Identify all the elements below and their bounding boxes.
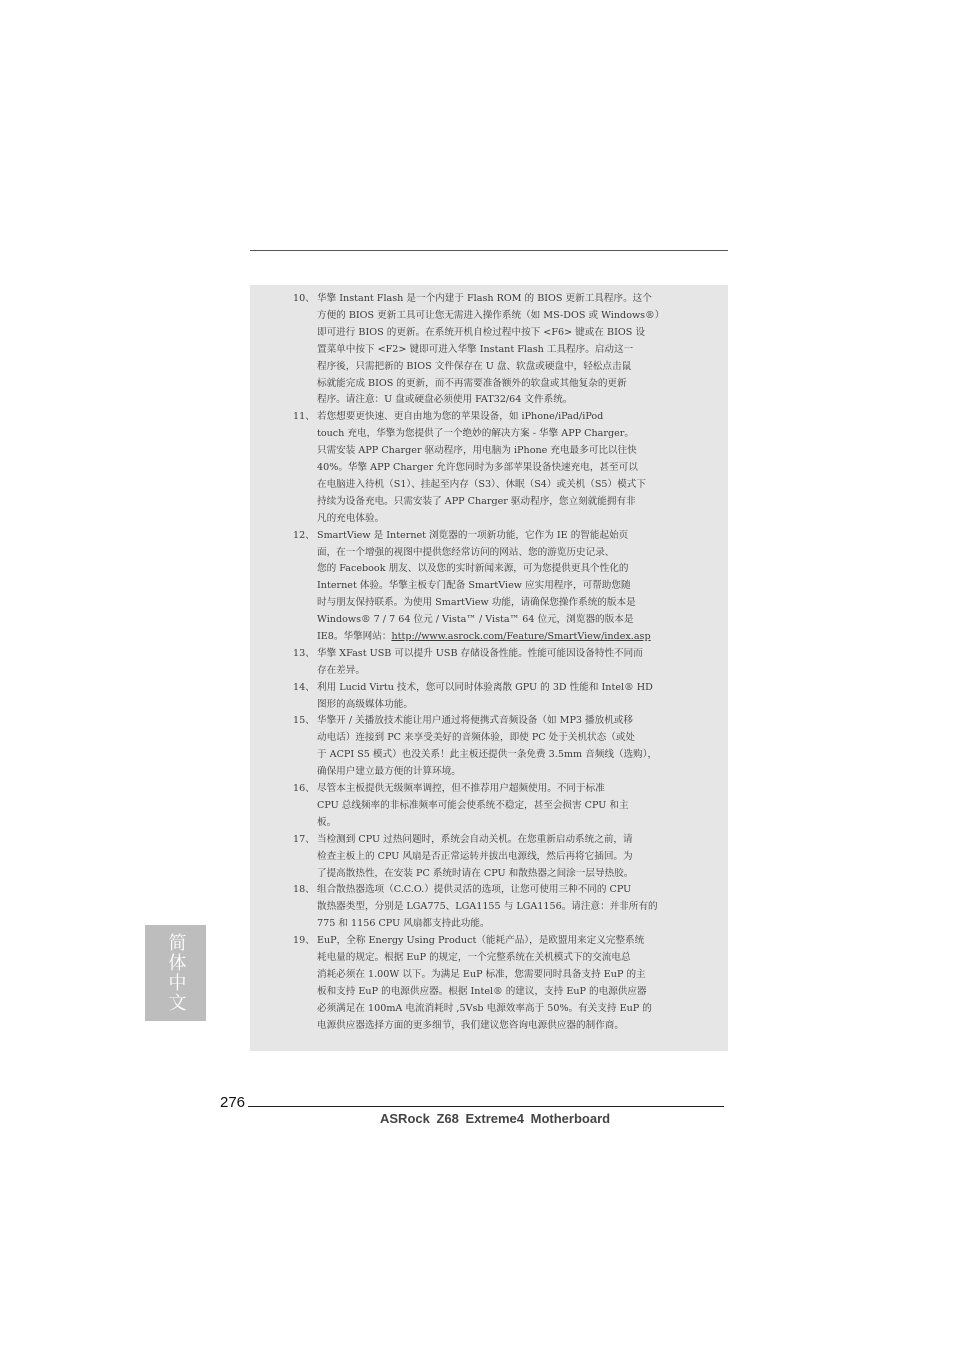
item-text (317, 882, 683, 933)
language-tab (145, 925, 206, 1021)
item-line: 持续为设备充电。只需安装了 APP Charger 驱动程序，您立刻就能拥有非 (317, 495, 636, 507)
list-item (250, 528, 728, 646)
item-text (317, 781, 683, 832)
item-line: 当检测到 CPU 过热问题时，系统会自动关机。在您重新启动系统之前，请 (317, 833, 633, 845)
list-item (250, 291, 728, 409)
item-number: 17、 (293, 833, 315, 845)
smartview-link[interactable]: http://www.asrock.com/Feature/SmartView/index.asp (391, 631, 651, 643)
list-item (250, 646, 728, 680)
item-line: 存在差异。 (317, 664, 365, 676)
item-line: 若您想要更快速、更自由地为您的苹果设备，如 iPhone/iPad/iPod (317, 411, 604, 423)
item-line: 华擎 XFast USB 可以提升 USB 存储设备性能。性能可能因设备特性不同而 (317, 647, 643, 659)
item-number: 12、 (293, 529, 315, 541)
item-number: 18、 (293, 884, 315, 896)
item-number: 10、 (293, 293, 315, 304)
list-item (250, 933, 728, 1034)
item-line: 程序。请注意：U 盘或硬盘必须使用 FAT32/64 文件系统。 (317, 394, 573, 406)
footer-title: ASRock Z68 Extreme4 Motherboard (380, 1111, 611, 1126)
list-item (250, 680, 728, 714)
item-line: 板。 (317, 816, 337, 828)
page-number: 276 (220, 1094, 246, 1111)
item-line: CPU 总线频率的非标准频率可能会使系统不稳定，甚至会损害 CPU 和主 (317, 799, 629, 811)
item-text (317, 713, 683, 781)
item-line: 华擎开 / 关播放技术能让用户通过将便携式音频设备（如 MP3 播放机或移 (317, 715, 634, 727)
item-line: 利用 Lucid Virtu 技术，您可以同时体验离散 GPU 的 3D 性能和 Intel® HD (317, 681, 653, 693)
item-line: 必须满足在 100mA 电流消耗时 ,5Vsb 电源效率高于 50%。有关支持 EuP 的 (317, 1002, 652, 1014)
content-panel (250, 285, 728, 1051)
item-line: 在电脑进入待机（S1）、挂起至内存（S3）、休眠（S4）或关机（S5）模式下 (317, 478, 646, 490)
item-line: touch 充电，华擎为您提供了一个绝妙的解决方案 - 华擎 APP Charger。 (317, 428, 634, 440)
language-tab-label: 简体中文 (165, 933, 187, 1013)
item-text (317, 680, 683, 714)
item-number: 13、 (293, 647, 315, 659)
item-line: 耗电量的规定。根据 EuP 的规定，一个完整系统在关机模式下的交流电总 (317, 952, 631, 964)
item-line: 散热器类型，分别是 LGA775、LGA1155 与 LGA1156。请注意：并非所有的 (317, 901, 658, 913)
item-line: 775 和 1156 CPU 风扇都支持此功能。 (317, 918, 490, 930)
item-line-text: IE8。华擎网站： (317, 631, 392, 643)
item-text (317, 528, 683, 646)
item-number: 16、 (293, 783, 315, 795)
item-line: 面，在一个增强的视图中提供您经常访问的网站、您的游览历史记录、 (317, 546, 615, 558)
list-item (250, 882, 728, 933)
item-line: 程序後，只需把新的 BIOS 文件保存在 U 盘、软盘或硬盘中，轻松点击鼠 (317, 360, 632, 372)
item-line: 时与朋友保持联系。为使用 SmartView 功能，请确保您操作系统的版本是 (317, 597, 636, 609)
item-line: 消耗必须在 1.00W 以下。为满足 EuP 标准，您需要同时具备支持 EuP 的主 (317, 968, 646, 980)
item-text (317, 409, 683, 527)
item-line: 即可进行 BIOS 的更新。在系统开机自检过程中按下 <F6> 键或在 BIOS 设 (317, 326, 645, 338)
item-line: 确保用户建立最方便的计算环境。 (317, 766, 461, 778)
feature-list (250, 291, 728, 1035)
item-number: 11、 (293, 411, 315, 423)
item-text (317, 291, 683, 409)
top-divider (250, 250, 728, 251)
item-line: 板和支持 EuP 的电源供应器。根据 Intel® 的建议，支持 EuP 的电源供应器 (317, 985, 647, 997)
list-item (250, 781, 728, 832)
item-line: 凡的充电体验。 (317, 512, 385, 524)
bottom-divider (248, 1106, 724, 1107)
item-number: 15、 (293, 715, 315, 727)
item-line (317, 629, 683, 646)
item-number: 14、 (293, 681, 315, 693)
item-line: 检查主板上的 CPU 风扇是否正常运转并拔出电源线，然后再将它插回。为 (317, 850, 633, 862)
item-line: 尽管本主板提供无级频率调控，但不推荐用户超频使用。不同于标准 (317, 783, 605, 795)
item-line: 组合散热器选项（C.C.O.）提供灵活的选项，让您可使用三种不同的 CPU (317, 884, 632, 896)
item-text (317, 933, 683, 1034)
item-number: 19、 (293, 935, 315, 947)
list-item (250, 409, 728, 527)
item-line: Windows® 7 / 7 64 位元 / Vista™ / Vista™ 64 位元，浏览器的版本是 (317, 614, 634, 626)
item-line: 了提高散热性，在安装 PC 系统时请在 CPU 和散热器之间涂一层导热胶。 (317, 867, 634, 879)
item-line: 方便的 BIOS 更新工具可让您无需进入操作系统（如 MS-DOS 或 Windows®） (317, 309, 665, 321)
item-line: 图形的高级媒体功能。 (317, 698, 413, 710)
list-item (250, 832, 728, 883)
item-text (317, 832, 683, 883)
item-line: 动电话）连接到 PC 来享受美好的音频体验，即使 PC 处于关机状态（或处 (317, 732, 636, 744)
list-item (250, 713, 728, 781)
item-line: EuP，全称 Energy Using Product（能耗产品），是欧盟用来定义完整系统 (317, 935, 645, 947)
item-line: 于 ACPI S5 模式）也没关系！此主板还提供一条免费 3.5mm 音频线（选购）， (317, 749, 658, 761)
item-line: 40%。华擎 APP Charger 允许您同时为多部苹果设备快速充电，甚至可以 (317, 462, 638, 474)
item-line: Internet 体验。华擎主板专门配备 SmartView 应实用程序，可帮助您随 (317, 580, 631, 592)
item-line: 只需安装 APP Charger 驱动程序，用电脑为 iPhone 充电最多可比以往快 (317, 445, 637, 457)
item-line: SmartView 是 Internet 浏览器的一项新功能，它作为 IE 的智能起始页 (317, 529, 629, 541)
item-line: 您的 Facebook 朋友、以及您的实时新闻来源，可为您提供更具个性化的 (317, 563, 629, 575)
item-line: 标就能完成 BIOS 的更新，而不再需要准备额外的软盘或其他复杂的更新 (317, 377, 627, 389)
item-text (317, 646, 683, 680)
item-line: 华擎 Instant Flash 是一个内建于 Flash ROM 的 BIOS 更新工具程序。这个 (317, 293, 652, 304)
item-line: 置菜单中按下 <F2> 键即可进入华擎 Instant Flash 工具程序。启动这一 (317, 343, 634, 355)
item-line: 电源供应器选择方面的更多细节，我们建议您咨询电源供应器的制作商。 (317, 1019, 624, 1031)
